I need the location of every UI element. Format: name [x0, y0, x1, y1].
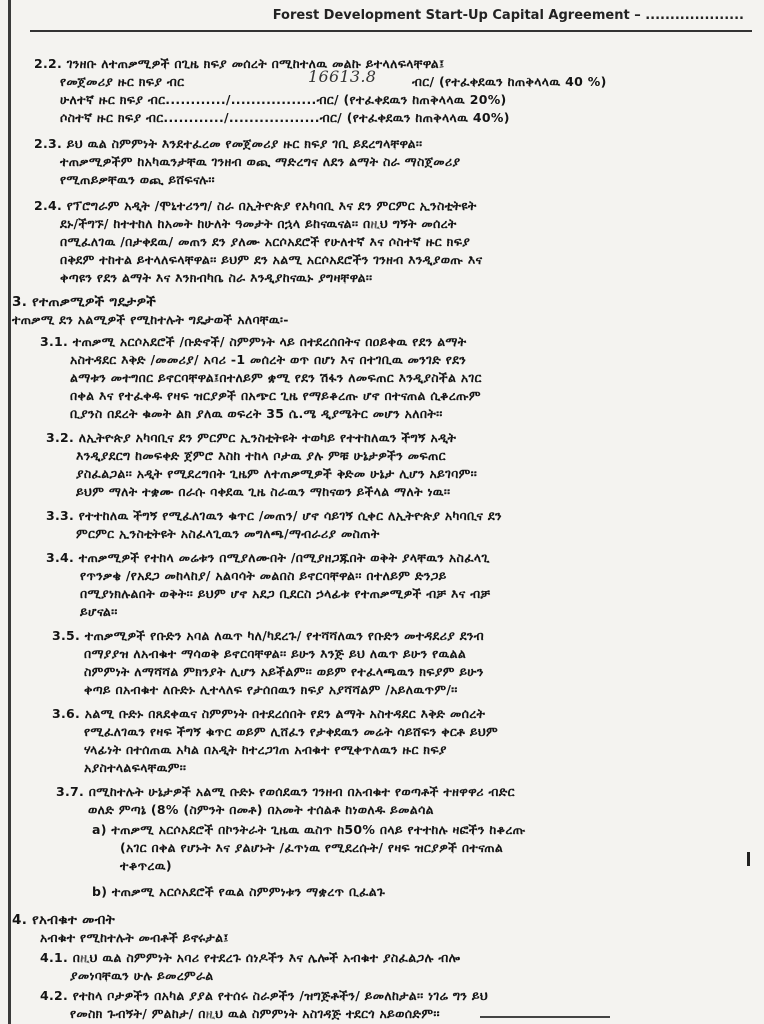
section-4-heading: 4. የአብቁተ መብት: [12, 912, 116, 928]
clause-4-1: 4.1. በዚህ ዉል ስምምነት አባሪ የተደረጉ ሰነዶችን እና ሌሎች አብቁተ ያስፈልጋሉ ብሎ: [40, 950, 461, 965]
clause-3-6-line4: አያስተላልፍላቸዉም፡፡: [84, 760, 187, 775]
clause-3-5-line3: ስምምነት ለማሻሻል ምክንያት ሊሆን አይችልም፡፡ ወይም የተፈላጫዉን ክፍያም ይሁን: [84, 664, 484, 679]
clause-4-2: 4.2. የተከላ ቦታዎችን በአካል ያያል የተሰሩ ስራዎችን /ዝግጅቶችን/ ይመለከታል፡፡ ነገሬ ግን ይህ: [40, 988, 489, 1003]
margin-mark: [747, 852, 750, 866]
clause-3-2-line3: ያስፈልጋል፡፡ አዲት የሚደረግበት ጊዜም ለተጠቃሚዎች ቅድመ ሁኔታ ሊሆን አይገባም፡፡: [76, 466, 478, 481]
clause-2-3-line3: የሚጠይቃቸዉን ወጪ ይሸፍናሉ፡፡: [60, 172, 215, 187]
clause-3-1-line3: ልማቱን መተግበር ይኖርባቸዋል፤በተለይም ቋሚ የደን ሽፋን ለመፍጠር እንዲያስችል አገር: [70, 370, 482, 385]
page-header: Forest Development Start-Up Capital Agreement – ....................: [272, 8, 744, 23]
first-installment-label: የመጀመሪያ ዙር ክፍያ ብር: [60, 74, 185, 89]
clause-2-4: 2.4. የፕሮግራም አዲት /ሞኒተሪንግ/ ስራ በኢትዮጵያ የአካባቢ እና ደን ምርምር ኢንስቲትዩት: [34, 198, 477, 213]
second-installment: ሁለተኛ ዙር ክፍያ ብር............/.................ብር/ (የተፈቀደዉን ከጠቅላላዉ 20%): [60, 92, 507, 107]
page-fold-shadow: [8, 0, 11, 1024]
clause-3-7-a-line3: ተቆጥረዉ): [120, 858, 172, 873]
clause-3-6-line2: የሚፈለገዉን የዛፍ ችግኝ ቁጥር ወይም ሊሸፈን የታቀደዉን መሬት ሳይሸፍን ቀርቶ ይህም: [84, 724, 498, 739]
clause-3-4-line3: በሚያነክሉልበት ወቅት፡፡ ይህም ሆኖ አደጋ ቢደርስ ኃላፊቱ የተጠቃሚዎች ብቻ እና ብቻ: [80, 586, 491, 601]
clause-3-7-a: a) ተጠቃሚ አርሶአደሮች በኮንትራት ጊዜዉ ዉስጥ ከ50% በላይ የተተከሉ ዛፎችን ከቆረጡ: [92, 822, 526, 837]
footer-rule: [480, 1016, 610, 1018]
clause-3-3-line2: ምርምር ኢንስቲትዩት አስፈላጊዉን መግለጫ/ማብራሪያ መስጠት: [76, 526, 380, 541]
clause-3-1-line5: ቢያንስ በደረት ቁመት ልክ ያለዉ ወፍረት 35 ሴ.ሜ ዲያሜትር መሆን አለበት፡፡: [70, 406, 443, 421]
clause-2-3-line2: ተጠቃሚዎችም ከአካዉንታቸዉ ገንዘብ ወጪ ማድረግና ለደን ልማት ስራ ማስጀመሪያ: [60, 154, 461, 169]
third-installment: ሶስተኛ ዙር ክፍያ ብር............/..................ብር/ (የተፈቀደዉን ከጠቅላላዉ 40%): [60, 110, 510, 125]
clause-3-7-a-line2: (አገር በቀል የሆኑት እና ያልሆኑት /ፈጥነዉ የሚደረሱት/ የዛፍ ዝርያዎች በተናጠል: [120, 840, 504, 855]
first-installment-percent: ብር/ (የተፈቀደዉን ከጠቅላላዉ 40 %): [412, 74, 607, 89]
clause-3-5-line2: በማያያዝ ለአብቁተ ማሳወቅ ይኖርባቸዋል፡፡ ይሁን እንጅ ይህ ለዉጥ ይሁን የዉልል: [84, 646, 467, 661]
clause-3-7: 3.7. በሚከተሉት ሁኔታዎች አልሚ ቡድኑ የወሰደዉን ገንዘብ በአብቁተ የወጣቶች ተዘዋዋሪ ብድር: [56, 784, 515, 799]
section-3-heading: 3. የተጠቃሚዎች ግዴታዎች: [12, 294, 157, 310]
handwritten-amount: 16613.8: [308, 67, 377, 86]
clause-3-2: 3.2. ለኢትዮጵያ አካባቢና ደን ምርምር ኢንስቲትዩት ተወካይ የተተከለዉን ችግኝ አዲት: [46, 430, 457, 445]
clause-3-5-line4: ቀጣይ በአብቁተ ለቡድኑ ሊተላለፍ የታሰበዉን ክፍያ አያሻሻልም /አይለዉጥም/፡፡: [84, 682, 458, 697]
clause-2-3: 2.3. ይህ ዉል ስምምነት እንደተፈረመ የመጀመሪያ ዙር ክፍያ ገቢ ይደረግላቸዋል፡፡: [34, 136, 423, 151]
clause-3-4-line2: የጥንቃቄ /የአደጋ መከላከያ/ አልባሳት መልበስ ይኖርባቸዋል፡፡ በተለይም ድንጋይ: [80, 568, 447, 583]
clause-2-4-line4: በቅደም ተከተል ይተላለፍላቸዋል፡፡ ይህም ደን አልሚ አርሶአደሮችን ገንዘብ እንዲያወጡ እና: [60, 252, 483, 267]
clause-3-7-b: b) ተጠቃሚ አርሶአደሮች የዉል ስምምነቱን ማቋረጥ ቢፈልጉ: [92, 884, 386, 899]
clause-3-1-line2: አስተዳደር እቅድ /መመሪያ/ አባሪ -1 መሰረት ወጥ በሆነ እና በተገቢዉ መንገድ የደን: [70, 352, 467, 367]
clause-3-3: 3.3. የተተከለዉ ችግኝ የሚፈለገዉን ቁጥር /መጠን/ ሆኖ ሳይገኝ ሲቀር ለኢትዮጵያ አካባቢና ደን: [46, 508, 502, 523]
clause-4-2-line2: የመስክ ጉብኝት/ ምልከታ/ በዚህ ዉል ስምምነት አስገዳጅ ተደርጎ አይወሰድም፡፡: [70, 1006, 440, 1021]
clause-4-1-line2: ያመነባቸዉን ሁሉ ይመረምራል: [70, 968, 214, 983]
clause-3-7-line2: ወለድ ምጣኔ (8% (ስምንት በመቶ) በአመት ተሰልቶ ከነወለዱ ይመልሳል: [88, 802, 434, 817]
section-4-intro: አብቁተ የሚከተሉት መብቶች ይኖሩታል፤: [40, 930, 229, 945]
clause-3-2-line2: እንዲያደርግ ከመፍቀድ ጀምሮ እስከ ተከላ ቦታዉ ያሉ ምቹ ሁኔታዎችን መፍጠር: [76, 448, 446, 463]
clause-2-4-line3: በሚፈለገዉ /በታቀደዉ/ መጠን ደን ያለሙ አርሶአደሮች የሁለተኛ እና ሶስተኛ ዙር ክፍያ: [60, 234, 471, 249]
clause-2-2: 2.2. ገንዘቡ ለተጠቃሚዎች በጊዜ ክፍያ መሰረት በሚከተለዉ መልኩ ይተላለፍላቸዋል፤: [34, 56, 445, 71]
header-rule: [30, 30, 752, 32]
clause-3-1: 3.1. ተጠቃሚ አርሶአደሮች /ቡድኖች/ ስምምነት ላይ በተደረሰበትና በዐይቀዉ የደን ልማት: [40, 334, 467, 349]
clause-3-4-line4: ይሆናል፡፡: [80, 604, 118, 619]
clause-3-4: 3.4. ተጠቃሚዎች የተከላ መሬቱን በሚያለሙበት /በሚያዘጋጁበት ወቅት ያላቸዉን አስፈላጊ: [46, 550, 490, 565]
clause-2-4-line2: ደኑ/ችግኙ/ ከተተከለ ከአመት ከሁለት ዓመታት በኋላ ይከናዉናል፡፡ በዚህ ግኝት መሰረት: [60, 216, 457, 231]
clause-2-4-line5: ቀጣዩን የደን ልማት እና እንክብካቤ ስራ እንዲያከናዉኑ ያግዛቸዋል፡፡: [60, 270, 373, 285]
clause-3-6-line3: ሃላፊነት በተሰጠዉ አካል በአዲት ከተረጋገጠ አብቁተ የሚቀጥለዉን ዙር ክፍያ: [84, 742, 447, 757]
clause-3-6: 3.6. አልሚ ቡድኑ በጸደቀዉና ስምምነት በተደረሰበት የደን ልማት አስተዳደር እቅድ መሰረት: [52, 706, 486, 721]
clause-3-1-line4: በቀል እና የተፈቀዱ የዛፍ ዝርያዎች በአጭር ጊዜ የማይቆረጡ ሆኖ በተናጠል ሲቆረጡም: [70, 388, 481, 403]
section-3-intro: ተጠቃሚ ደን አልሚዎች የሚከተሉት ግዴታወች አለባቸዉ፡-: [12, 312, 289, 327]
clause-3-5: 3.5. ተጠቃሚዎች የቡድን አባል ለዉጥ ካለ/ካደረጉ/ የተሻሻለዉን የቡድን መተዳደሪያ ደንብ: [52, 628, 484, 643]
clause-3-2-line4: ይህም ማለት ተቋሙ በራሱ ባቀደዉ ጊዜ ስራዉን ማከናወን ይችላል ማለት ነዉ፡፡: [76, 484, 451, 499]
